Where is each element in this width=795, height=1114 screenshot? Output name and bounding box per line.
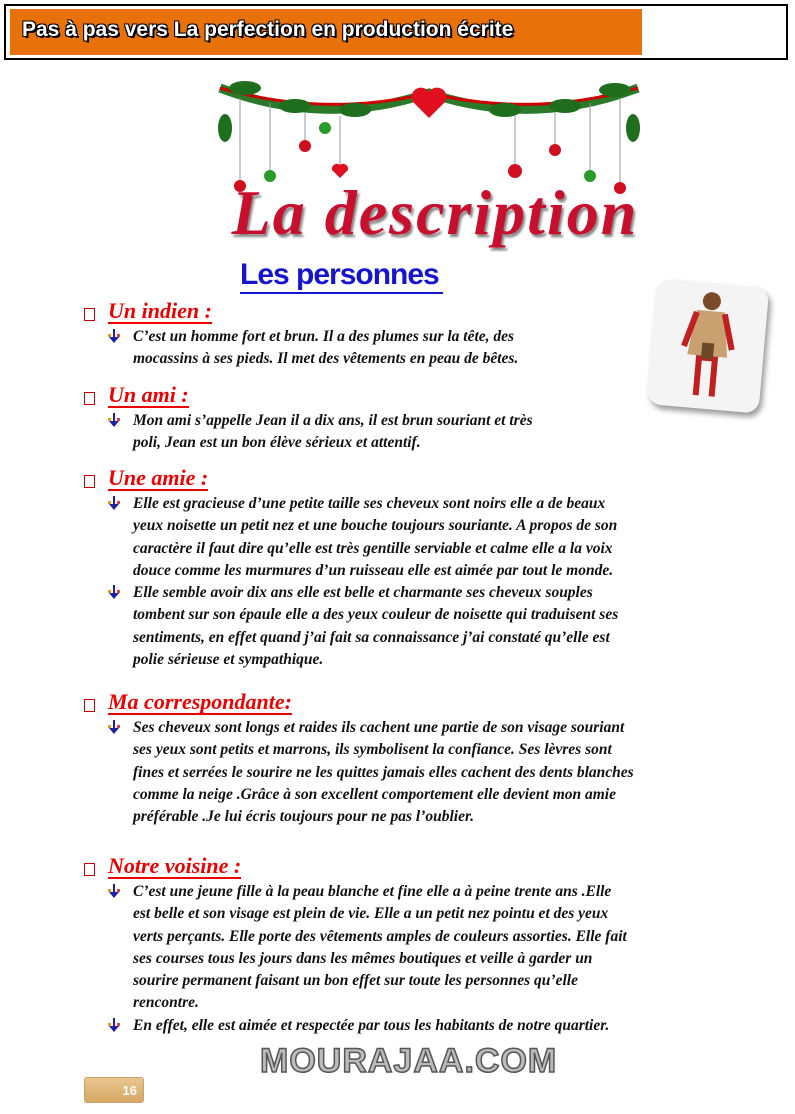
checkbox-bullet-icon — [84, 308, 95, 321]
bullet-item — [108, 1015, 627, 1037]
checkbox-bullet-icon — [84, 475, 95, 488]
arrow-bullet-icon — [108, 413, 120, 427]
text-line: ses yeux sont petits et marrons, ils symbolisent la confiance. Ses lèvres sont — [133, 741, 612, 759]
text-line: Elle est gracieuse d’une petite taille ses cheveux sont noirs elle a de beaux — [133, 495, 606, 512]
main-title: La description — [231, 177, 639, 248]
text-line: sentiments, en effet quand j’ai fait sa connaissance j’ai constaté qu’elle est — [133, 628, 610, 646]
arrow-bullet-icon — [108, 496, 120, 510]
text-line: tombent sur son épaule elle a des yeux couleur de noisette qui traduisent ses — [133, 606, 619, 624]
text-line: ses courses tous les jours dans les mêmes boutiques et veille à garder un — [133, 949, 593, 967]
checkbox-bullet-icon — [84, 392, 95, 405]
section-heading — [84, 853, 627, 881]
bullet-item — [108, 881, 627, 1015]
page-number: 16 — [84, 1077, 144, 1103]
bullet-item — [108, 717, 634, 828]
arrow-bullet-icon — [108, 1018, 120, 1032]
text-line: polie sérieuse et sympathique. — [133, 651, 324, 669]
section-title: Une amie : — [108, 465, 209, 490]
header-banner — [10, 9, 642, 55]
indian-costume-photo — [647, 278, 770, 413]
text-line: comme la neige .Grâce à son excellent comportement elle devient mon amie — [133, 785, 616, 803]
bullet-item — [108, 582, 618, 671]
section-title: Notre voisine : — [108, 853, 242, 878]
arrow-bullet-icon — [108, 884, 120, 898]
section-heading — [84, 382, 533, 410]
section — [84, 298, 519, 371]
section-heading — [84, 298, 518, 326]
checkbox-bullet-icon — [84, 699, 95, 712]
text-line: poli, Jean est un bon élève sérieux et attentif. — [133, 434, 421, 452]
bullet-item — [108, 410, 533, 455]
text-line: Mon ami s’appelle Jean il a dix ans, il est brun souriant et très — [133, 412, 533, 429]
arrow-bullet-icon — [108, 720, 120, 734]
section — [84, 853, 627, 1037]
text-line: verts perçants. Elle porte des vêtements amples de couleurs assorties. Elle fait — [133, 927, 627, 945]
section-title: Un ami : — [108, 382, 189, 407]
section-heading — [84, 689, 634, 717]
text-line: préférable .Je lui écris toujours pour ne pas l’oublier. — [133, 808, 475, 826]
header-title: Pas à pas vers La perfection en production écrite — [22, 18, 514, 41]
arrow-bullet-icon — [108, 329, 120, 343]
text-line: C’est une jeune fille à la peau blanche et fine elle a à peine trente ans .Elle — [133, 883, 612, 900]
text-line: sourire permanent faisant un bon effet sur toute les personnes qu’elle — [133, 972, 578, 990]
section — [84, 689, 634, 828]
arrow-bullet-icon — [108, 585, 120, 599]
watermark: MOURAJAA.COM — [260, 1042, 558, 1080]
text-line: rencontre. — [133, 994, 199, 1012]
text-line: yeux noisette un petit nez et une bouche toujours souriante. A propos de son — [133, 517, 618, 535]
text-line: mocassins à ses pieds. Il met des vêtements en peau de bêtes. — [133, 350, 519, 368]
page-header — [4, 4, 788, 60]
section-heading — [84, 465, 618, 493]
text-line: Elle semble avoir dix ans elle est belle et charmante ses cheveux souples — [133, 584, 593, 602]
text-line: est belle et son visage est plein de vie. Elle a un petit nez pointu et des yeux — [133, 905, 609, 923]
text-line: caractère il faut dire qu’elle est très gentille serviable et calme elle a la voix — [133, 539, 613, 557]
text-line: C’est un homme fort et brun. Il a des plumes sur la tête, des — [133, 328, 515, 345]
text-line: douce comme les murmures d’un ruisseau elle est aimée par tout le monde. — [133, 561, 614, 579]
text-line: Ses cheveux sont longs et raides ils cachent une partie de son visage souriant — [133, 719, 625, 736]
sub-title: Les personnes — [240, 258, 443, 294]
section-title: Ma correspondante: — [108, 689, 292, 714]
checkbox-bullet-icon — [84, 863, 95, 876]
section-title: Un indien : — [108, 298, 212, 323]
section — [84, 465, 619, 671]
text-line: En effet, elle est aimée et respectée par tous les habitants de notre quartier. — [133, 1016, 610, 1034]
bullet-item — [108, 326, 518, 371]
bullet-item — [108, 493, 618, 582]
section — [84, 382, 533, 455]
text-line: fines et serrées le sourire ne les quittes jamais elles cachent des dents blanches — [133, 763, 634, 781]
